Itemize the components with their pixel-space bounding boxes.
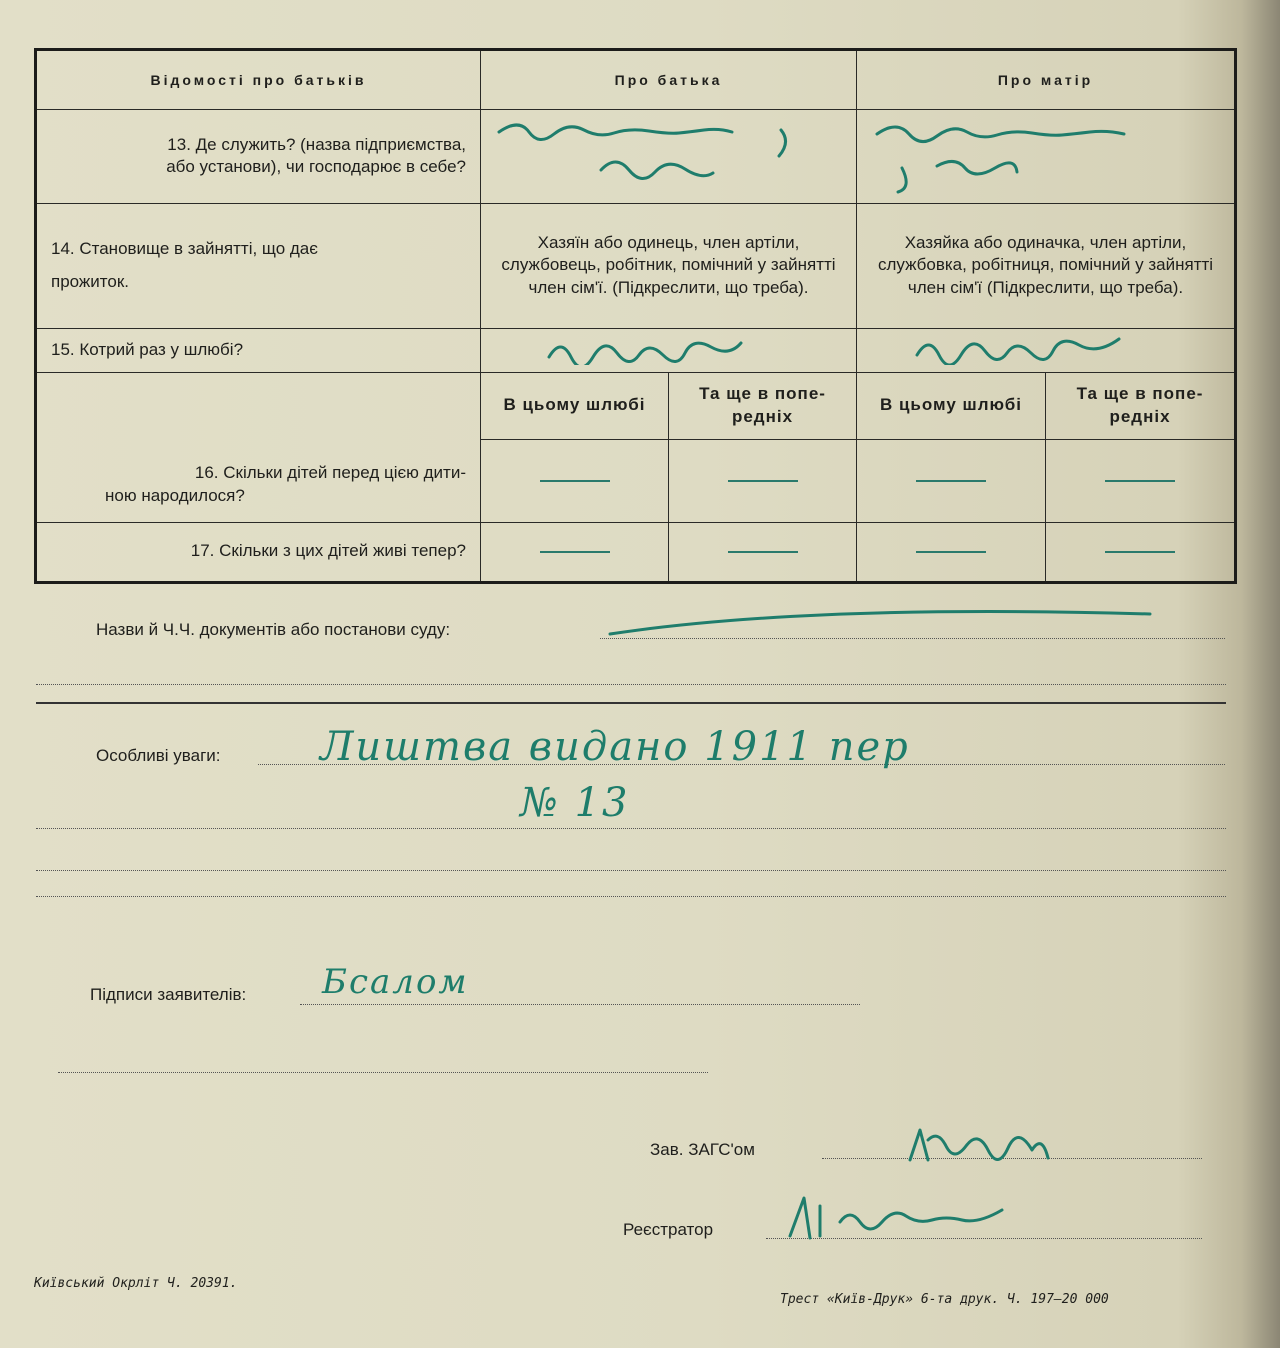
remarks-line-2 — [36, 812, 1226, 829]
documents-strike — [600, 604, 1160, 644]
question-14: 14. Становище в зайнятті, що дає прожиток. — [36, 203, 481, 328]
mother-previous-header: Та ще в попе- редніх — [1046, 372, 1236, 439]
remarks-handwriting-2: № 13 — [520, 780, 630, 826]
footer-left: Київський Окрліт Ч. 20391. — [34, 1276, 238, 1291]
dash-mark — [1105, 551, 1175, 553]
mother-q13-handwriting — [857, 110, 1227, 196]
header-mother: Про матір — [857, 50, 1236, 110]
father-q15-handwriting — [481, 329, 851, 365]
mother-this-marriage-header: В цьому шлюбі — [857, 372, 1046, 439]
footer-right: Трест «Київ-Друк» 6-та друк. Ч. 197—20 000 — [780, 1292, 1109, 1307]
dash-mark — [916, 551, 986, 553]
dash-mark — [728, 480, 798, 482]
remarks-handwriting-1: Лиштва видано 1911 пер — [320, 724, 910, 770]
mother-q14-options: Хазяйка або одиначка, член артіли, службовка, робітниця, помічний у зайнятті член сім'ї (Підкреслити, що треба). — [857, 203, 1236, 328]
mother-q15-handwriting — [857, 329, 1227, 365]
parents-info-table — [34, 48, 1237, 584]
remarks-label: Особливі уваги: — [96, 746, 221, 765]
father-q13-answer — [481, 110, 857, 204]
mother-q13-answer — [857, 110, 1236, 204]
question-15: 15. Котрий раз у шлюбі? — [36, 328, 481, 372]
dash-mark — [916, 480, 986, 482]
header-father: Про батька — [481, 50, 857, 110]
signatures-label: Підписи заявителів: — [90, 985, 247, 1004]
signatures-line-2 — [58, 1056, 708, 1073]
mother-q17-this — [857, 522, 1046, 582]
mother-q17-prev — [1046, 522, 1236, 582]
documents-line-2 — [36, 668, 1226, 685]
zags-label: Зав. ЗАГС'ом — [650, 1140, 755, 1159]
dash-mark — [728, 551, 798, 553]
remarks-line-4 — [36, 880, 1226, 897]
father-q16-prev — [669, 439, 857, 522]
question-16: 16. Скільки дітей перед цією дити- ною народилося? — [36, 372, 481, 522]
documents-label: Назви й Ч.Ч. документів або постанови суду: — [96, 620, 451, 639]
father-this-marriage-header: В цьому шлюбі — [481, 372, 669, 439]
mother-q16-prev — [1046, 439, 1236, 522]
section-divider — [36, 702, 1226, 704]
father-q16-this — [481, 439, 669, 522]
dash-mark — [1105, 480, 1175, 482]
father-q13-handwriting — [481, 110, 851, 196]
father-q17-prev — [669, 522, 857, 582]
signatures-handwriting: Бсалом — [322, 962, 469, 1002]
header-parents-info: Відомості про батьків — [36, 50, 481, 110]
father-q17-this — [481, 522, 669, 582]
mother-q15-answer — [857, 328, 1236, 372]
father-q14-options: Хазяїн або одинець, член артіли, службовець, робітник, помічний у зайнятті член сім'ї. (Підкреслити, що треба). — [481, 203, 857, 328]
mother-q16-this — [857, 439, 1046, 522]
registrar-signature — [770, 1186, 1090, 1246]
dash-mark — [540, 480, 610, 482]
registrar-label: Реєстратор — [623, 1220, 714, 1239]
question-17: 17. Скільки з цих дітей живі тепер? — [36, 522, 481, 582]
father-previous-header: Та ще в попе- редніх — [669, 372, 857, 439]
remarks-line-3 — [36, 854, 1226, 871]
dash-mark — [540, 551, 610, 553]
zags-signature — [900, 1120, 1080, 1170]
father-q15-answer — [481, 328, 857, 372]
question-13: 13. Де служить? (назва підприємства, або установи), чи господарює в себе? — [36, 110, 481, 204]
